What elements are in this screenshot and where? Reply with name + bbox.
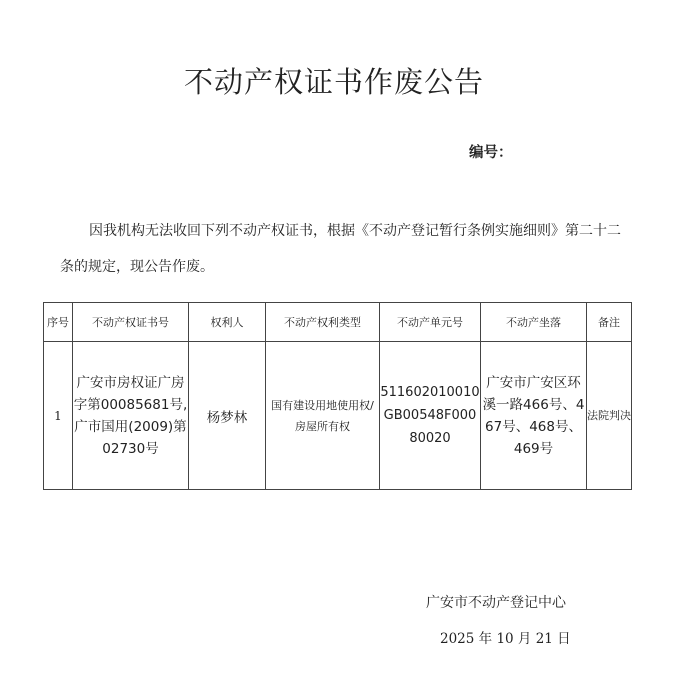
page-title: 不动产权证书作废公告 — [183, 65, 484, 99]
cell-right-type: 国有建设用地使用权/房屋所有权 — [266, 342, 380, 490]
cell-owner: 杨梦林 — [189, 342, 266, 490]
issue-date: 2025 年 10 月 21 日 — [440, 631, 571, 647]
header-unit-no: 不动产单元号 — [380, 303, 481, 342]
table-header-row — [44, 303, 632, 342]
cell-index: 1 — [44, 342, 73, 490]
header-right-type: 不动产权利类型 — [266, 303, 380, 342]
issuing-authority: 广安市不动产登记中心 — [426, 595, 566, 611]
void-certificate-table — [43, 302, 632, 490]
cell-unit-no: 511602010010GB00548F00080020 — [380, 342, 481, 490]
header-index: 序号 — [44, 303, 73, 342]
document-number-label: 编号： — [469, 145, 513, 161]
header-remark: 备注 — [587, 303, 632, 342]
notice-text-line-2: 条的规定，现公告作废。 — [60, 259, 214, 275]
notice-text-line-1: 因我机构无法收回下列不动产权证书，根据《不动产登记暂行条例实施细则》第二十二 — [89, 223, 621, 239]
cell-location: 广安市广安区环溪一路466号、467号、468号、469号 — [481, 342, 587, 490]
header-cert-no: 不动产权证书号 — [73, 303, 189, 342]
header-owner: 权利人 — [189, 303, 266, 342]
table-row — [44, 342, 632, 490]
cell-remark: 法院判决 — [587, 342, 632, 490]
header-location: 不动产坐落 — [481, 303, 587, 342]
cell-cert-no: 广安市房权证广房字第00085681号,广市国用(2009)第02730号 — [73, 342, 189, 490]
